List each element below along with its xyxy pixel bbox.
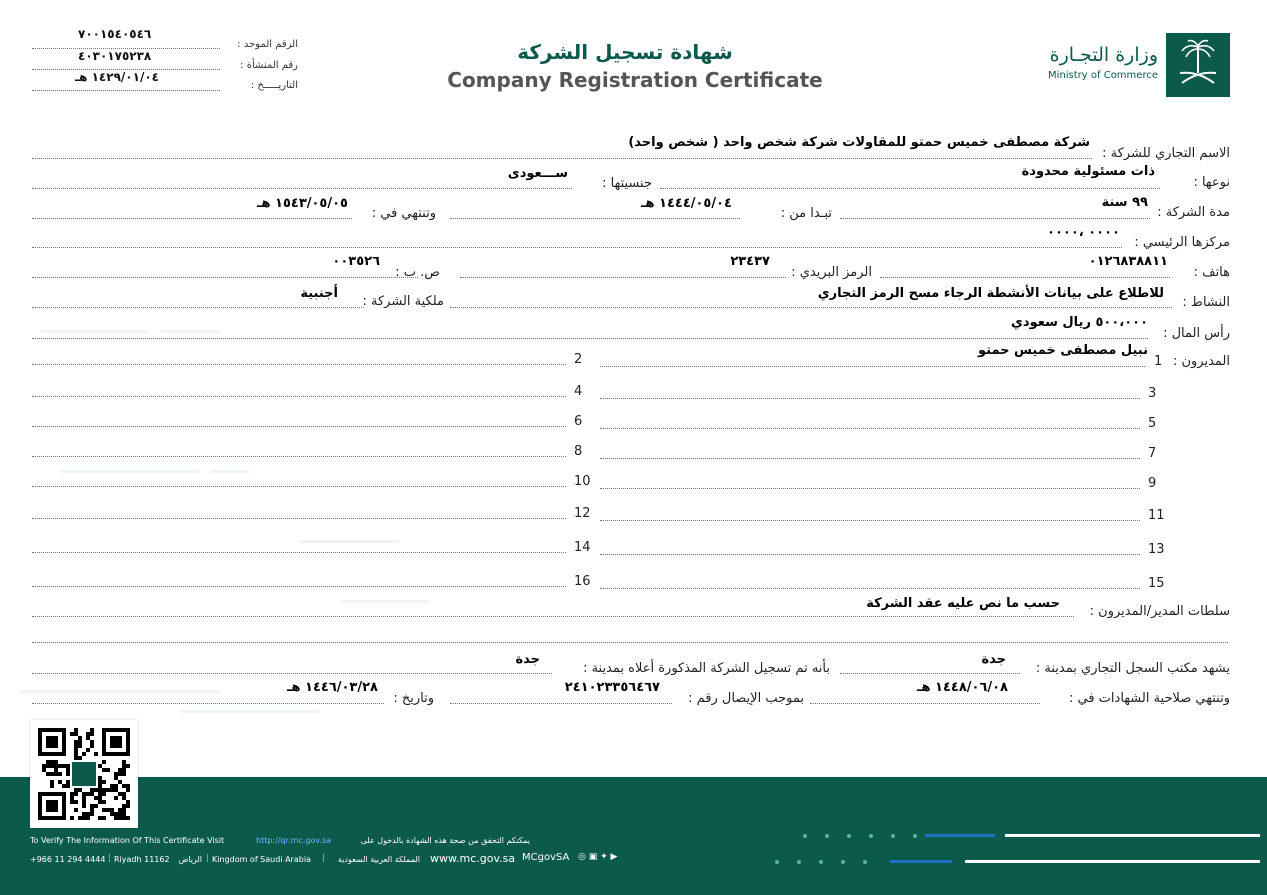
footer-riyadh-en: Riyadh 11162 [114, 855, 170, 864]
ministry-emblem-icon [1166, 33, 1230, 97]
receipt-value: ٢٤١٠٢٣٣٥٦٤٦٧ [564, 680, 660, 695]
duration-value: ٩٩ سنة [1101, 195, 1148, 210]
footer-kingdom-en: Kingdom of Saudi Arabia [212, 855, 311, 864]
managers-label: المديرون : [1172, 354, 1230, 369]
phone-value: ٠١٢٦٨٣٨٨١١ [1088, 254, 1168, 269]
footer-deco-dot [797, 860, 801, 864]
footer-deco-dot [869, 834, 873, 838]
footer-deco-dot [847, 834, 851, 838]
verify-url-link[interactable]: http://qr.mc.gov.sa [256, 836, 332, 845]
manager-row-number: 9 [1148, 476, 1157, 491]
manager-row-number: 11 [1148, 508, 1165, 523]
certificate-title-ar: شهادة تسجيل الشركة [517, 40, 733, 64]
manager-row-number: 13 [1148, 542, 1165, 557]
footer-website-link[interactable]: www.mc.gov.sa [430, 852, 516, 865]
ownership-value: أجنبية [300, 286, 338, 301]
nationality-value: ســـعودى [507, 166, 568, 181]
footer-stripe-blue-2 [890, 860, 952, 863]
certificate-title-en: Company Registration Certificate [447, 68, 823, 92]
starts-label: تبـدا من : [780, 206, 832, 221]
footer-deco-dot [841, 860, 845, 864]
manager-row-number: 1 [1154, 354, 1163, 369]
starts-value: ١٤٤٤/٠٥/٠٤ هـ [641, 196, 732, 211]
footer-stripe-white-2 [965, 860, 1260, 863]
registered-label: بأنه تم تسجيل الشركة المذكورة أعلاه بمدينة : [583, 661, 830, 676]
validity-label: وتنتهي صلاحية الشهادات في : [1068, 691, 1230, 706]
unified-number-label: الرقم الموحد : [237, 39, 298, 50]
manager-row-number: 4 [574, 384, 583, 399]
authority-label: سلطات المدير/المديرون : [1089, 604, 1230, 619]
footer-kingdom-ar: المملكة العربية السعودية [337, 855, 420, 864]
verify-text-ar: يمكنكم التحقق من صحة هذه الشهادة بالدخول على [360, 836, 530, 845]
receipt-date-value: ١٤٤٦/٠٣/٢٨ هـ [287, 680, 378, 695]
footer-deco-dot [891, 834, 895, 838]
validity-value: ١٤٤٨/٠٦/٠٨ هـ [917, 680, 1008, 695]
postal-code-value: ٢٣٤٣٧ [730, 254, 770, 269]
manager-1-name: نبيل مصطفى خميس حمتو [977, 343, 1148, 358]
duration-label: مدة الشركة : [1157, 205, 1230, 220]
ends-label: وتنتهي في : [371, 206, 436, 221]
footer-deco-dot [863, 860, 867, 864]
verify-text-en: To Verify The Information Of This Certificate Visit [30, 836, 225, 845]
footer-riyadh-ar: الرياض [178, 855, 202, 864]
manager-row-number: 2 [574, 352, 583, 367]
capital-value: ٥٠٠،٠٠٠ ريال سعودي [1011, 315, 1148, 330]
ministry-name-en: Ministry of Commerce [1048, 70, 1158, 81]
footer-social-handle[interactable]: MCgovSA [522, 852, 570, 863]
issue-date-value: ١٤٢٩/٠١/٠٤ هـ [75, 70, 159, 84]
registered-city: جدة [515, 652, 540, 667]
instagram-icon[interactable]: ◎ [578, 852, 586, 862]
footer-deco-dot [825, 834, 829, 838]
footer-stripe-blue-1 [925, 834, 995, 837]
manager-row-number: 6 [574, 414, 583, 429]
type-label: نوعها : [1193, 175, 1230, 190]
trade-name-label: الاسم التجاري للشركة : [1102, 146, 1230, 161]
manager-row-number: 14 [574, 540, 591, 555]
receipt-date-label: وتاريخ : [393, 691, 434, 706]
footer-deco-dot [775, 860, 779, 864]
manager-row-number: 5 [1148, 416, 1157, 431]
twitter-icon[interactable]: ✦ [600, 852, 608, 862]
manager-row-number: 7 [1148, 446, 1157, 461]
social-icons[interactable] [578, 852, 617, 862]
ends-value: ١٥٤٣/٠٥/٠٥ هـ [257, 196, 348, 211]
manager-row-number: 10 [574, 474, 591, 489]
youtube-icon[interactable]: ▶ [610, 852, 618, 862]
establishment-number-value: ٤٠٣٠١٧٥٢٣٨ [78, 49, 152, 63]
pobox-value: ٠٠٣٥٢٦ [332, 254, 380, 269]
receipt-label: بموجب الإيصال رقم : [688, 691, 804, 706]
hq-value: ٠٠٠٠ ،٠٠٠٠ [1047, 225, 1120, 240]
activity-value: للاطلاع على بيانات الأنشطة الرجاء مسح الرمز التجاري [817, 286, 1164, 301]
activity-label: النشاط : [1182, 295, 1230, 310]
certify-city: جدة [981, 652, 1006, 667]
footer-phone: +966 11 294 4444 [30, 855, 106, 864]
footer-deco-dot [819, 860, 823, 864]
ministry-name-ar: وزارة التجـارة [1049, 44, 1158, 66]
phone-label: هاتف : [1193, 265, 1230, 280]
manager-row-number: 15 [1148, 576, 1165, 591]
certify-label: يشهد مكتب السجل التجاري بمدينة : [1035, 661, 1230, 676]
issue-date-label: التاريـــــخ : [250, 80, 298, 91]
authority-value: حسب ما نص عليه عقد الشركة [866, 596, 1060, 611]
facebook-icon[interactable]: ▣ [588, 852, 598, 862]
manager-row-number: 12 [574, 506, 591, 521]
capital-label: رأس المال : [1163, 326, 1230, 341]
unified-number-value: ٧٠٠١٥٤٠٥٤٦ [78, 27, 152, 41]
pobox-label: ص. ب : [395, 265, 440, 280]
hq-label: مركزها الرئيسي : [1134, 235, 1230, 250]
manager-row-number: 3 [1148, 386, 1157, 401]
type-value: ذات مسئولية محدودة [1021, 164, 1155, 179]
footer-deco-dot [913, 834, 917, 838]
manager-row-number: 16 [574, 574, 591, 589]
ownership-label: ملكية الشركة : [362, 294, 444, 309]
qr-code[interactable] [30, 720, 138, 828]
postal-code-label: الرمز البريدي : [791, 265, 872, 280]
manager-row-number: 8 [574, 444, 583, 459]
footer-stripe-white-1 [1005, 834, 1260, 837]
nationality-label: جنسيتها : [602, 176, 652, 191]
establishment-number-label: رقم المنشأة : [240, 60, 298, 71]
trade-name-value: شركة مصطفى خميس حمتو للمقاولات شركة شخص واحد ( شخص واحد) [628, 135, 1090, 150]
footer-deco-dot [803, 834, 807, 838]
